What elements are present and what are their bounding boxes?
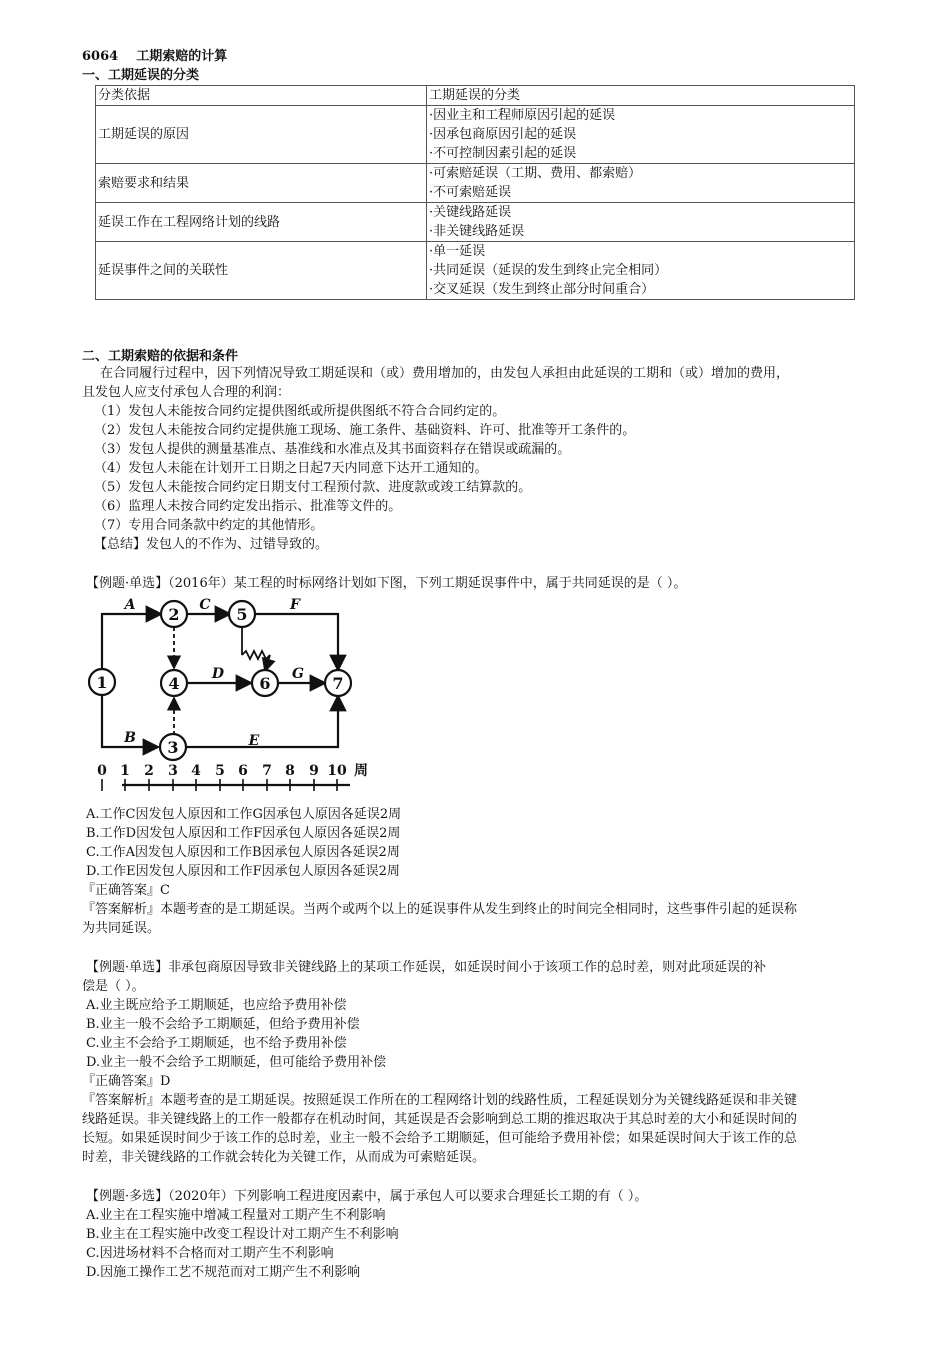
subsection-title-1: 一、工期延误的分类 (82, 68, 200, 83)
list-item: （7）专用合同条款中约定的其他情形。 (94, 518, 324, 533)
option-text: A.业主既应给予工期顺延，也应给予费用补偿 (86, 998, 347, 1013)
list-item: （1）发包人未能按合同约定提供图纸或所提供图纸不符合合同约定的。 (94, 404, 506, 419)
option-text: A.业主在工程实施中增减工程量对工期产生不利影响 (86, 1208, 386, 1223)
table-item: ·共同延误（延误的发生到终止完全相同） (429, 263, 668, 278)
activity-label: G (292, 666, 304, 682)
table-item: ·不可控制因素引起的延误 (429, 146, 577, 161)
option-text: D.业主一般不会给予工期顺延，但可能给予费用补偿 (86, 1055, 387, 1070)
activity-label: D (211, 666, 225, 682)
tick-label: 3 (168, 763, 178, 779)
option-text: B.工作D因发包人原因和工作F因承包人原因各延误2周 (86, 826, 401, 841)
question-text: 【例题·多选】（2020年）下列影响工程进度因素中，属于承包人可以要求合理延长工期的有（ ）。 (86, 1189, 648, 1204)
table-header-cell: 工期延误的分类 (427, 86, 855, 106)
question-text: 【例题·单选】非承包商原因导致非关键线路上的某项工作延误，如延误时间小于该项工作的总时差，则对此项延误的补 (86, 960, 767, 975)
table-item: ·单一延误 (429, 244, 486, 259)
analysis-line: 时差，非关键线路的工作就会转化为关键工作，从而成为可索赔延误。 (82, 1150, 486, 1165)
table-row (96, 106, 855, 164)
node-label: 3 (167, 738, 179, 757)
answer-text: 『正确答案』D (82, 1074, 171, 1089)
option-text: B.业主一般不会给予工期顺延，但给予费用补偿 (86, 1017, 360, 1032)
table-item: ·可索赔延误（工期、费用、都索赔） (429, 166, 642, 181)
option-text: C.因进场材料不合格而对工期产生不利影响 (86, 1246, 334, 1261)
table-item: ·交叉延误（发生到终止部分时间重合） (429, 282, 655, 297)
tick-label: 1 (120, 763, 130, 779)
table-row (96, 242, 855, 300)
table-row (96, 203, 855, 242)
table-cell-basis: 索赔要求和结果 (96, 164, 427, 203)
question-text: 【例题·单选】（2016年）某工程的时标网络计划如下图，下列工期延误事件中，属于共同延误的是（ ）。 (86, 576, 687, 591)
table-item: ·非关键线路延误 (429, 224, 525, 239)
paragraph-line: 且发包人应支付承包人合理的利润： (82, 385, 291, 400)
list-item: （4）发包人未能在计划开工日期之日起7天内同意下达开工通知的。 (94, 461, 488, 476)
tick-label: 10 (327, 763, 347, 779)
option-text: D.因施工操作工艺不规范而对工期产生不利影响 (86, 1265, 361, 1280)
table-item: ·不可索赔延误 (429, 185, 512, 200)
classification-table (95, 85, 855, 300)
table-cell-items (427, 203, 855, 242)
table-header-cell: 分类依据 (96, 86, 427, 106)
table-row (96, 164, 855, 203)
list-item: （5）发包人未能按合同约定日期支付工程预付款、进度款或竣工结算款的。 (94, 480, 532, 495)
table-item: ·因承包商原因引起的延误 (429, 127, 577, 142)
table-cell-basis: 延误工作在工程网络计划的线路 (96, 203, 427, 242)
tick-label: 6 (238, 763, 248, 779)
table-cell-basis: 工期延误的原因 (96, 106, 427, 164)
activity-label: C (199, 597, 211, 613)
section-heading (82, 45, 227, 64)
list-item: （3）发包人提供的测量基准点、基准线和水准点及其书面资料存在错误或疏漏的。 (94, 442, 571, 457)
option-text: B.业主在工程实施中改变工程设计对工期产生不利影响 (86, 1227, 399, 1242)
table-cell-basis: 延误事件之间的关联性 (96, 242, 427, 300)
activity-label: B (124, 730, 136, 746)
table-cell-items (427, 242, 855, 300)
list-item: （2）发包人未能按合同约定提供施工现场、施工条件、基础资料、许可、批准等开工条件的。 (94, 423, 636, 438)
answer-text: 『正确答案』C (82, 883, 170, 898)
summary-line: 【总结】发包人的不作为、过错导致的。 (94, 537, 329, 552)
node-label: 7 (332, 674, 344, 693)
activity-label: E (248, 733, 260, 749)
table-item: ·关键线路延误 (429, 205, 512, 220)
analysis-line: 线路延误。非关键线路上的工作一般都存在机动时间，其延误是否会影响到总工期的推迟取决于其总时差的大小和延误时间的 (82, 1112, 798, 1127)
table-item: ·因业主和工程师原因引起的延误 (429, 108, 616, 123)
paragraph-line: 在合同履行过程中，因下列情况导致工期延误和（或）费用增加的，由发包人承担由此延误的工期和（或）增加的费用， (100, 366, 790, 381)
node-label: 4 (168, 674, 180, 693)
node-label: 2 (168, 605, 180, 624)
table-cell-items (427, 164, 855, 203)
tick-label: 9 (309, 763, 319, 779)
analysis-line: 『答案解析』本题考查的是工期延误。当两个或两个以上的延误事件从发生到终止的时间完全相同时，这些事件引起的延误称 (82, 902, 798, 917)
option-text: D.工作E因发包人原因和工作F因承包人原因各延误2周 (86, 864, 400, 879)
option-text: C.业主不会给予工期顺延，也不给予费用补偿 (86, 1036, 347, 1051)
network-diagram (85, 595, 385, 803)
node-label: 6 (259, 674, 271, 693)
tick-label: 0 (97, 763, 107, 779)
tick-label: 5 (215, 763, 225, 779)
tick-label: 7 (262, 763, 272, 779)
analysis-line: 长短。如果延误时间少于该工作的总时差，业主一般不会给予工期顺延，但可能给予费用补偿；如果延误时间大于该工作的总 (82, 1131, 798, 1146)
axis-unit: 周 (354, 763, 368, 779)
table-cell-items (427, 106, 855, 164)
list-item: （6）监理人未按合同约定发出指示、批准等文件的。 (94, 499, 402, 514)
node-label: 1 (96, 673, 108, 692)
subsection-title-2: 二、工期索赔的依据和条件 (82, 349, 239, 364)
tick-label: 8 (285, 763, 295, 779)
analysis-line: 『答案解析』本题考查的是工期延误。按照延误工作所在的工程网络计划的线路性质，工程延误划分为关键线路延误和非关键 (82, 1093, 798, 1108)
option-text: C.工作A因发包人原因和工作B因承包人原因各延误2周 (86, 845, 400, 860)
table-header-row (96, 86, 855, 106)
section-code: 6064 (82, 49, 119, 64)
activity-label: A (124, 597, 136, 613)
question-text: 偿是（ ）。 (82, 979, 145, 994)
option-text: A.工作C因发包人原因和工作G因承包人原因各延误2周 (86, 807, 402, 822)
section-title: 工期索赔的计算 (136, 49, 228, 64)
activity-label: F (290, 597, 300, 613)
node-label: 5 (236, 605, 248, 624)
tick-label: 2 (144, 763, 154, 779)
analysis-line: 为共同延误。 (82, 921, 161, 936)
tick-label: 4 (191, 763, 201, 779)
